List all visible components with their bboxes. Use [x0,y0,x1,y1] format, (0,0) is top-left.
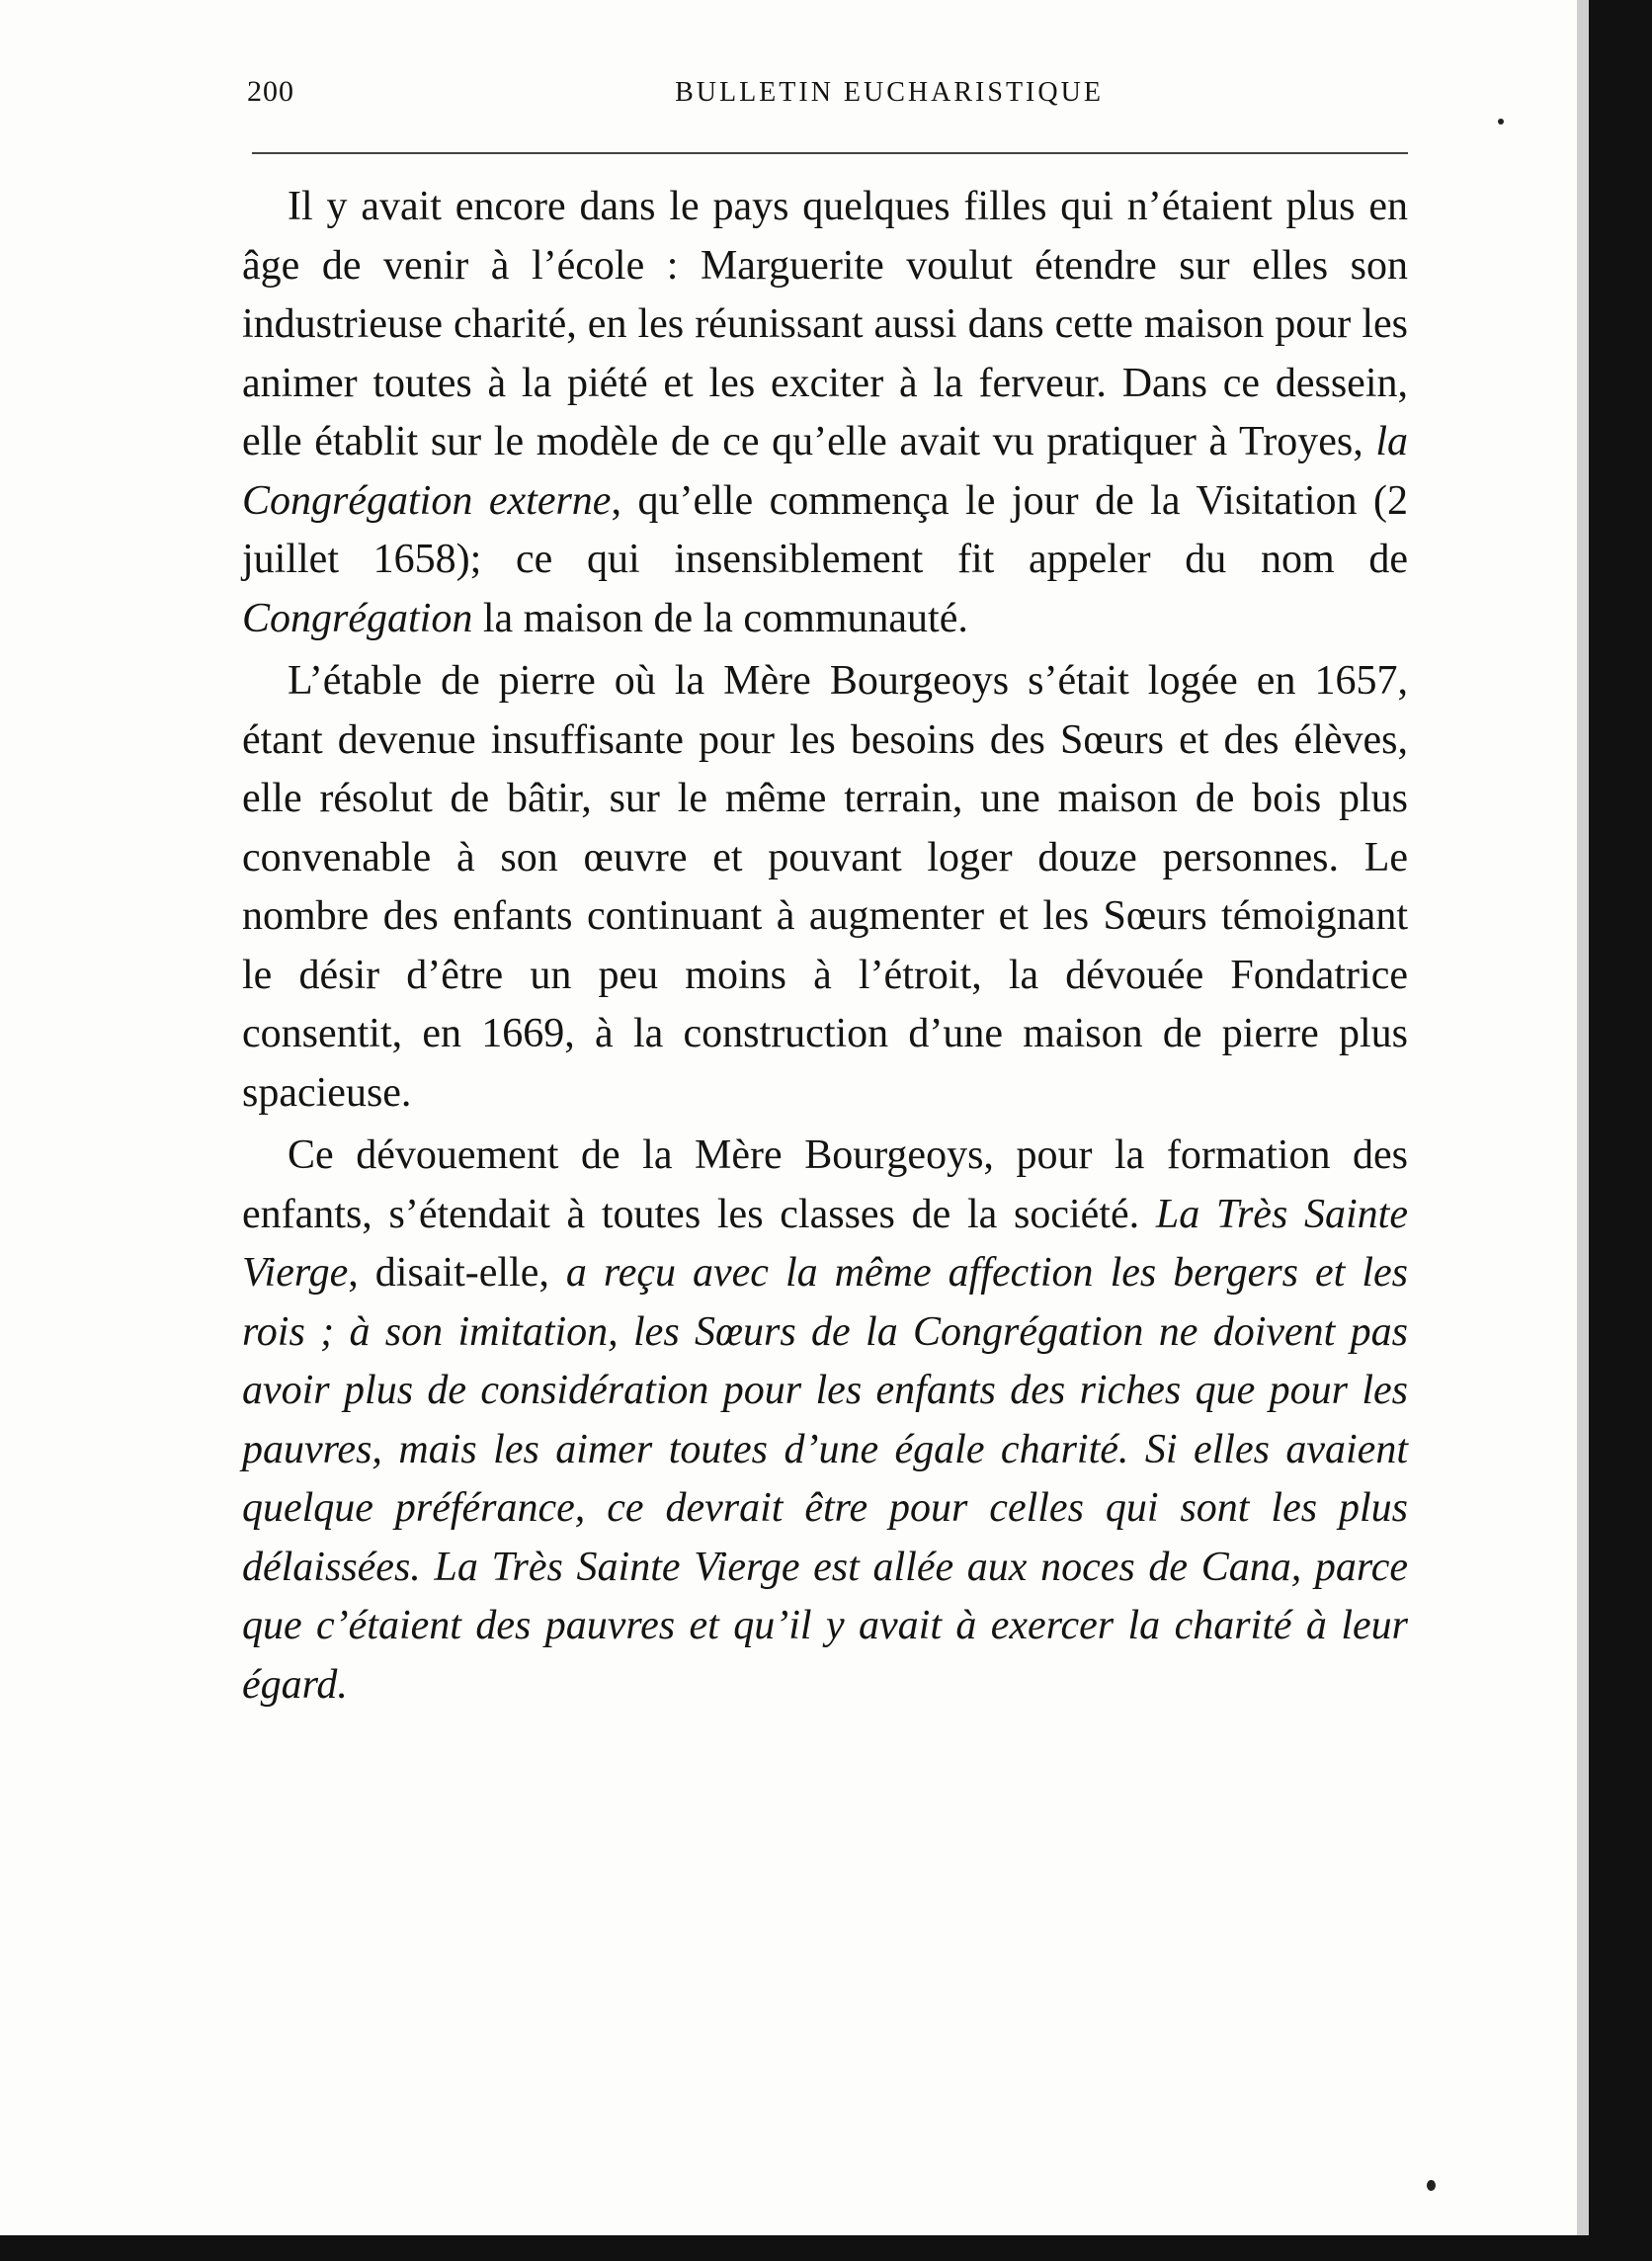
italic-segment: la Congrégation externe [242,419,1408,524]
italic-segment: Congrégation [242,595,473,641]
running-head [247,71,1413,121]
scan-border-bottom [0,2235,1652,2261]
text-segment: Ce dévouement de la Mère Bourgeoys, pour la formation des enfants, s’étendait à toutes les classes de la société. [242,1132,1408,1237]
paragraph-2 [242,652,1408,1123]
text-segment: Il y avait encore dans le pays quelques filles qui n’étaient plus en âge de venir à l’école : Marguerite voulut étendre sur elles son industrieuse charité, en les réunissant aussi dans cette maison pour les animer toutes à la piété et les exciter à la ferveur. Dans ce dessein, elle établit sur le modèle de ce qu’elle avait vu pratiquer à Troyes, [242,184,1408,464]
paragraph-1 [242,178,1408,648]
text-segment: L’étable de pierre où la Mère Bourgeoys s’était logée en 1657, étant devenue insuffisante pour les besoins des Sœurs et des élèves, elle résolut de bâtir, sur le même terrain, une maison de bois plus convenable à son œuvre et pouvant loger douze personnes. Le nombre des enfants continuant à augmenter et les Sœurs témoignant le désir d’être un peu moins à l’étroit, la dévouée Fondatrice consentit, en 1669, à la construction d’une maison de pierre plus spacieuse. [242,658,1408,1116]
scan-speck [1498,119,1504,125]
body-text [242,178,1408,1715]
journal-title: BULLETIN EUCHARISTIQUE [675,77,1104,108]
header-rule [252,152,1408,154]
italic-segment: La Très Sainte Vierge [242,1191,1408,1296]
scan-speck [1427,2180,1436,2191]
text-segment: la maison de la communauté. [472,595,968,641]
scan-border-right [1589,0,1652,2261]
italic-segment: a reçu avec la même affection les bergers et les rois ; à son imitation, les Sœurs de la Congrégation ne doivent pas avoir plus de considération pour les enfants des riches que pour les pauvres, mais les aimer toutes d’une égale charité. Si elles avaient quelque préférance, ce devrait être pour celles qui sont les plus délaissées. La Très Sainte Vierge est allée aux noces de Cana, parce que c’étaient des pauvres et qu’il y avait à exercer la charité à leur égard. [242,1250,1408,1708]
text-segment: , qu’elle commença le jour de la Visitation (2 juillet 1658); ce qui insensiblement fit appeler du nom de [242,477,1408,582]
text-segment: , disait-elle, [348,1250,566,1296]
scan-edge-shadow [1577,0,1589,2261]
page-number: 200 [247,75,294,108]
paragraph-3 [242,1127,1408,1715]
